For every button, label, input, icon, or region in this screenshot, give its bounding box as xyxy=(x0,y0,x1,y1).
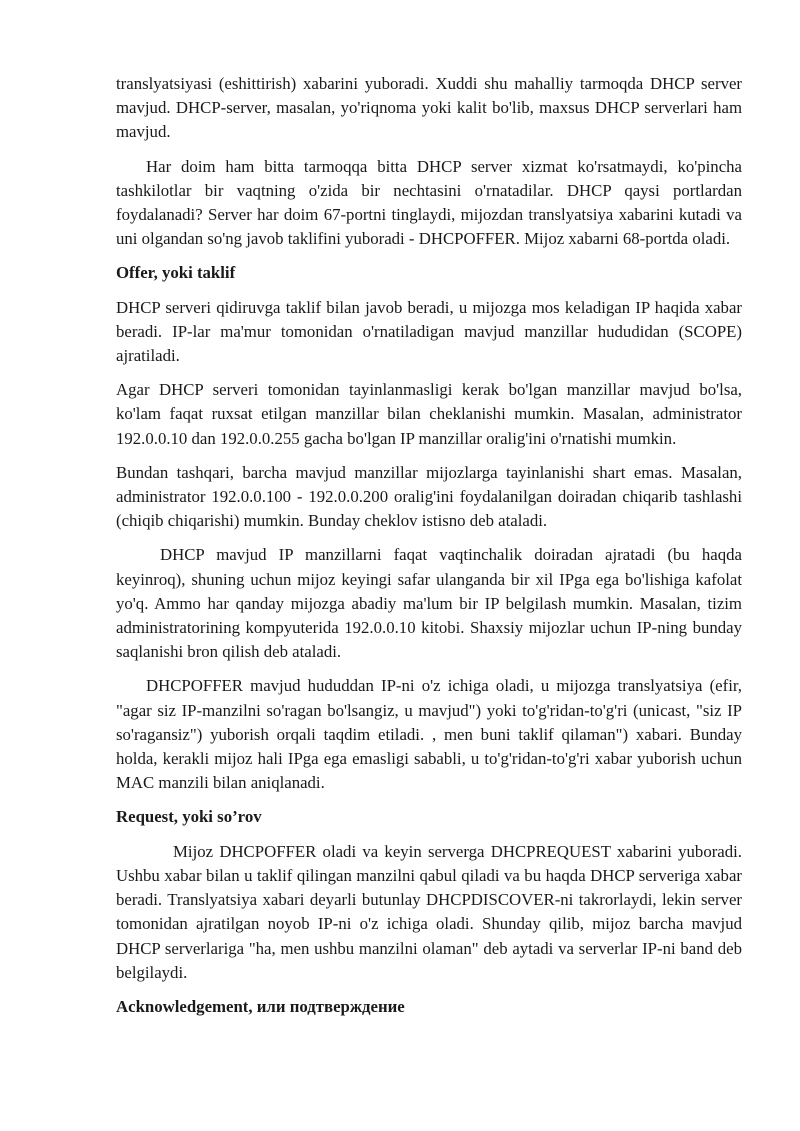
paragraph-dhcp-ports: Har doim ham bitta tarmoqqa bitta DHCP server xizmat ko'rsatmaydi, ko'pincha tashkilotlar bir vaqtning o'zida bir nechtasini o'rnatadilar. DHCP qaysi portlardan foydalanadi? Server har doim 67-portni tinglaydi, mijozdan translyatsiya xabarini kutadi va uni olgandan so'ng javob taklifini yuboradi - DHCPOFFER. Mijoz xabarni 68-portda oladi. xyxy=(116,156,742,249)
document-page xyxy=(116,72,742,1029)
paragraph-reservation: DHCP mavjud IP manzillarni faqat vaqtinchalik doiradan ajratadi (bu haqda keyinroq), shuning uchun mijoz keyingi safar ulanganda bir xil IPga ega bo'lishiga kafolat yo'q. Ammo har qanday mijozga abadiy ma'lum bir IP belgilash mumkin. Masalan, tizim administratorining kompyuterida 192.0.0.10 kitobi. Shaxsiy mijozlar uchun IP-ning bunday saqlanishi bron qilish deb ataladi. xyxy=(116,545,742,662)
heading-acknowledgement: Acknowledgement, или подтверждение xyxy=(116,996,405,1016)
paragraph-dhcprequest: Mijoz DHCPOFFER oladi va keyin serverga DHCPREQUEST xabarini yuboradi. Ushbu xabar bilan u taklif qilingan manzilni qabul qiladi va bu haqda DHCP serveriga xabar beradi. Translyatsiya xabari deyarli butunlay DHCPDISCOVER-ni takrorlaydi, lekin server tomonidan ajratilgan noyob IP-ni o'z ichiga oladi. Shunday qilib, mijoz barcha mavjud DHCP serverlariga "ha, men ushbu manzilni olaman" deb aytadi va serverlar IP-ni band deb belgilaydi. xyxy=(116,841,742,982)
paragraph-scope-range: Agar DHCP serveri tomonidan tayinlanmasligi kerak bo'lgan manzillar mavjud bo'lsa, ko'lam faqat ruxsat etilgan manzillar bilan cheklanishi mumkin. Masalan, administrator 192.0.0.10 dan 192.0.0.255 gacha bo'lgan IP manzillar oralig'ini o'rnatishi mumkin. xyxy=(116,380,742,448)
paragraph-broadcast-intro: translyatsiyasi (eshittirish) xabarini yuboradi. Xuddi shu mahalliy tarmoqda DHCP server mavjud. DHCP-server, masalan, yo'riqnoma yoki kalit bo'lib, maxsus DHCP serverlari ham mavjud. xyxy=(116,74,742,142)
paragraph-offer-scope: DHCP serveri qidiruvga taklif bilan javob beradi, u mijozga mos keladigan IP haqida xabar beradi. IP-lar ma'mur tomonidan o'rnatiladigan mavjud manzillar hududidan (SCOPE) ajratiladi. xyxy=(116,297,742,366)
heading-offer: Offer, yoki taklif xyxy=(116,263,236,283)
heading-request: Request, yoki so’rov xyxy=(116,807,262,827)
paragraph-exclusion: Bundan tashqari, barcha mavjud manzillar mijozlarga tayinlanishi shart emas. Masalan, administrator 192.0.0.100 - 192.0.0.200 oralig'ini foydalanilgan doiradan chiqarib tashlashi (chiqib chiqarishi) mumkin. Bunday cheklov istisno deb ataladi. xyxy=(116,462,742,531)
paragraph-dhcpoffer: DHCPOFFER mavjud hududdan IP-ni o'z ichiga oladi, u mijozga translyatsiya (efir, "agar siz IP-manzilni so'ragan bo'lsangiz, u mavjud") yoki to'g'ridan-to'g'ri (unicast, "siz IP so'ragansiz") yuborish orqali taqdim etiladi. , men buni taklif qilaman") xabari. Bunday holda, kerakli mijoz hali IPga ega emasligi sababli, u to'g'ridan-to'g'ri xabar yuborish uchun MAC manzili bilan aniqlanadi. xyxy=(116,676,742,793)
